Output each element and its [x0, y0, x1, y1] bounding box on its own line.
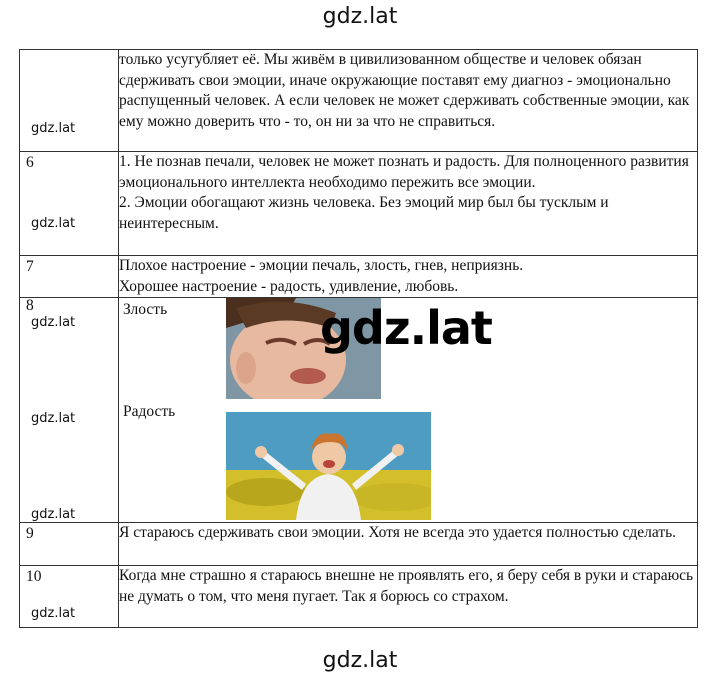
watermark-cell: gdz.lat — [31, 411, 76, 426]
row-paragraph: Хорошее настроение - радость, удивление, любовь. — [119, 277, 459, 295]
row-text-cell — [119, 523, 698, 566]
watermark-cell: gdz.lat — [31, 216, 76, 231]
watermark-bottom: gdz.lat — [322, 648, 398, 673]
table-row — [20, 523, 698, 566]
watermark-cell: gdz.lat — [31, 315, 76, 330]
watermark-top: gdz.lat — [322, 4, 398, 29]
row-paragraph: только усугубляет её. Мы живём в цивилизованном обществе и человек обязан сдерживать свои эмоции, иначе окружающие поставят ему диагноз - эмоционально распущенный человек. А если человек не может сдерживать собственные эмоции, как ему можно доверить что - то, он ни за что не справиться. — [119, 51, 690, 130]
table-row — [20, 152, 698, 256]
table-row — [20, 256, 698, 298]
row-number: 10 — [26, 568, 42, 585]
row-text-cell — [119, 566, 698, 628]
joyful-child-photo-drawing — [226, 412, 431, 520]
row-paragraph: 2. Эмоции обогащают жизнь человека. Без эмоций мир был бы тусклым и неинтересным. — [119, 194, 609, 232]
row-number-cell — [20, 256, 119, 298]
row-number-cell — [20, 523, 119, 566]
row-text-cell — [119, 256, 698, 298]
watermark-cell: gdz.lat — [31, 507, 76, 522]
row-text-cell — [119, 152, 698, 256]
emotion-label-joy: Радость — [123, 403, 176, 420]
row-number-cell — [20, 50, 119, 152]
table-row — [20, 50, 698, 152]
row-number-cell — [20, 298, 119, 523]
row-number: 9 — [26, 525, 34, 542]
row-paragraph: 1. Не познав печали, человек не может познать и радость. Для полноценного развития эмоционального интеллекта необходимо пережить все эмоции. — [119, 153, 689, 191]
row-paragraph: Когда мне страшно я стараюсь внешне не проявлять его, я беру себя в руки и стараюсь не думать о том, что меня пугает. Так я борюсь со страхом. — [119, 567, 694, 605]
row-number-cell — [20, 152, 119, 256]
row-number: 8 — [26, 297, 34, 314]
row-paragraph: Плохое настроение - эмоции печаль, злость, гнев, неприязнь. — [119, 257, 524, 274]
row-number: 7 — [26, 258, 34, 275]
row-number-cell — [20, 566, 119, 628]
row-text-cell — [119, 50, 698, 152]
watermark-cell: gdz.lat — [31, 606, 76, 621]
joyful-child-photo — [226, 412, 431, 520]
row-number: 6 — [26, 154, 34, 171]
watermark-cell: gdz.lat — [31, 121, 76, 136]
watermark-large: gdz.lat — [320, 301, 492, 355]
emotion-label-anger: Злость — [123, 301, 168, 318]
table-row — [20, 566, 698, 628]
row-paragraph: Я стараюсь сдерживать свои эмоции. Хотя не всегда это удается полностью сделать. — [119, 524, 677, 541]
